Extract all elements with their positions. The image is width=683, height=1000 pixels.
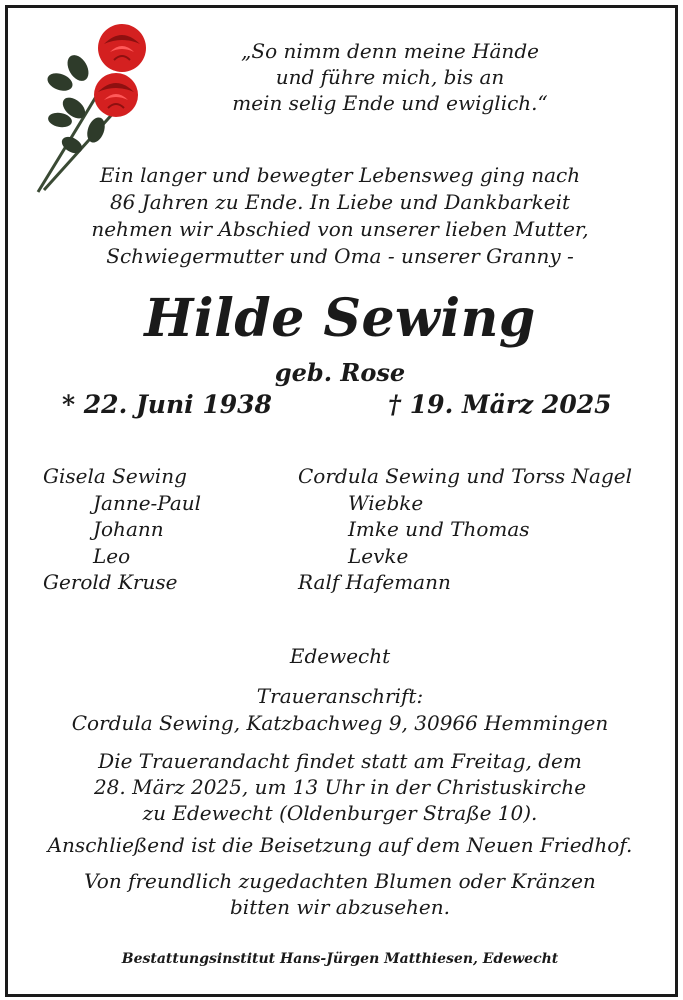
mourning-address — [40, 683, 640, 737]
service-info — [40, 748, 640, 826]
family-member: Wiebke — [348, 490, 424, 515]
burial-info: Anschließend ist die Beisetzung auf dem Neuen Friedhof. — [47, 833, 633, 857]
intro-line: 86 Jahren zu Ende. In Liebe und Dankbarkeit — [109, 190, 571, 214]
quote-line: „So nimm denn meine Hände — [241, 39, 539, 63]
address-label: Traueranschrift: — [256, 684, 424, 708]
family-member: Gisela Sewing — [43, 464, 187, 488]
family-member: Levke — [348, 543, 409, 568]
family-member: Leo — [93, 543, 131, 568]
flowers-note — [40, 868, 640, 920]
intro-line: nehmen wir Abschied von unserer lieben Mutter, — [91, 217, 589, 241]
quote — [200, 38, 580, 116]
family-member: Johann — [93, 517, 164, 541]
family-list-right — [298, 463, 632, 596]
maiden-name: geb. Rose — [274, 358, 406, 387]
death-date: † 19. März 2025 — [388, 390, 612, 419]
service-line: 28. März 2025, um 13 Uhr in der Christuskirche — [93, 775, 587, 799]
deceased-name: Hilde Sewing — [144, 288, 536, 349]
family-member: Janne-Paul — [93, 490, 202, 515]
intro-text — [40, 162, 640, 270]
family-member: Imke und Thomas — [348, 517, 530, 541]
service-line: zu Edewecht (Oldenburger Straße 10). — [142, 801, 538, 825]
funeral-home: Bestattungsinstitut Hans-Jürgen Matthiesen, Edewecht — [121, 951, 559, 967]
service-line: Die Trauerandacht findet statt am Freitag, dem — [98, 749, 582, 773]
flowers-line: Von freundlich zugedachten Blumen oder Kränzen — [84, 869, 596, 893]
birth-date: * 22. Juni 1938 — [62, 390, 272, 419]
family-member: Gerold Kruse — [43, 570, 178, 594]
intro-line: Schwiegermutter und Oma - unserer Granny - — [106, 244, 574, 268]
place: Edewecht — [289, 644, 391, 668]
quote-line: mein selig Ende und ewiglich.“ — [232, 91, 548, 115]
flowers-line: bitten wir abzusehen. — [230, 895, 450, 919]
intro-line: Ein langer und bewegter Lebensweg ging nach — [99, 163, 581, 187]
family-list-left — [43, 463, 201, 596]
family-member: Ralf Hafemann — [298, 570, 451, 594]
family-member: Cordula Sewing und Torss Nagel — [298, 464, 633, 488]
address-value: Cordula Sewing, Katzbachweg 9, 30966 Hemmingen — [71, 711, 609, 735]
quote-line: und führe mich, bis an — [275, 65, 505, 89]
